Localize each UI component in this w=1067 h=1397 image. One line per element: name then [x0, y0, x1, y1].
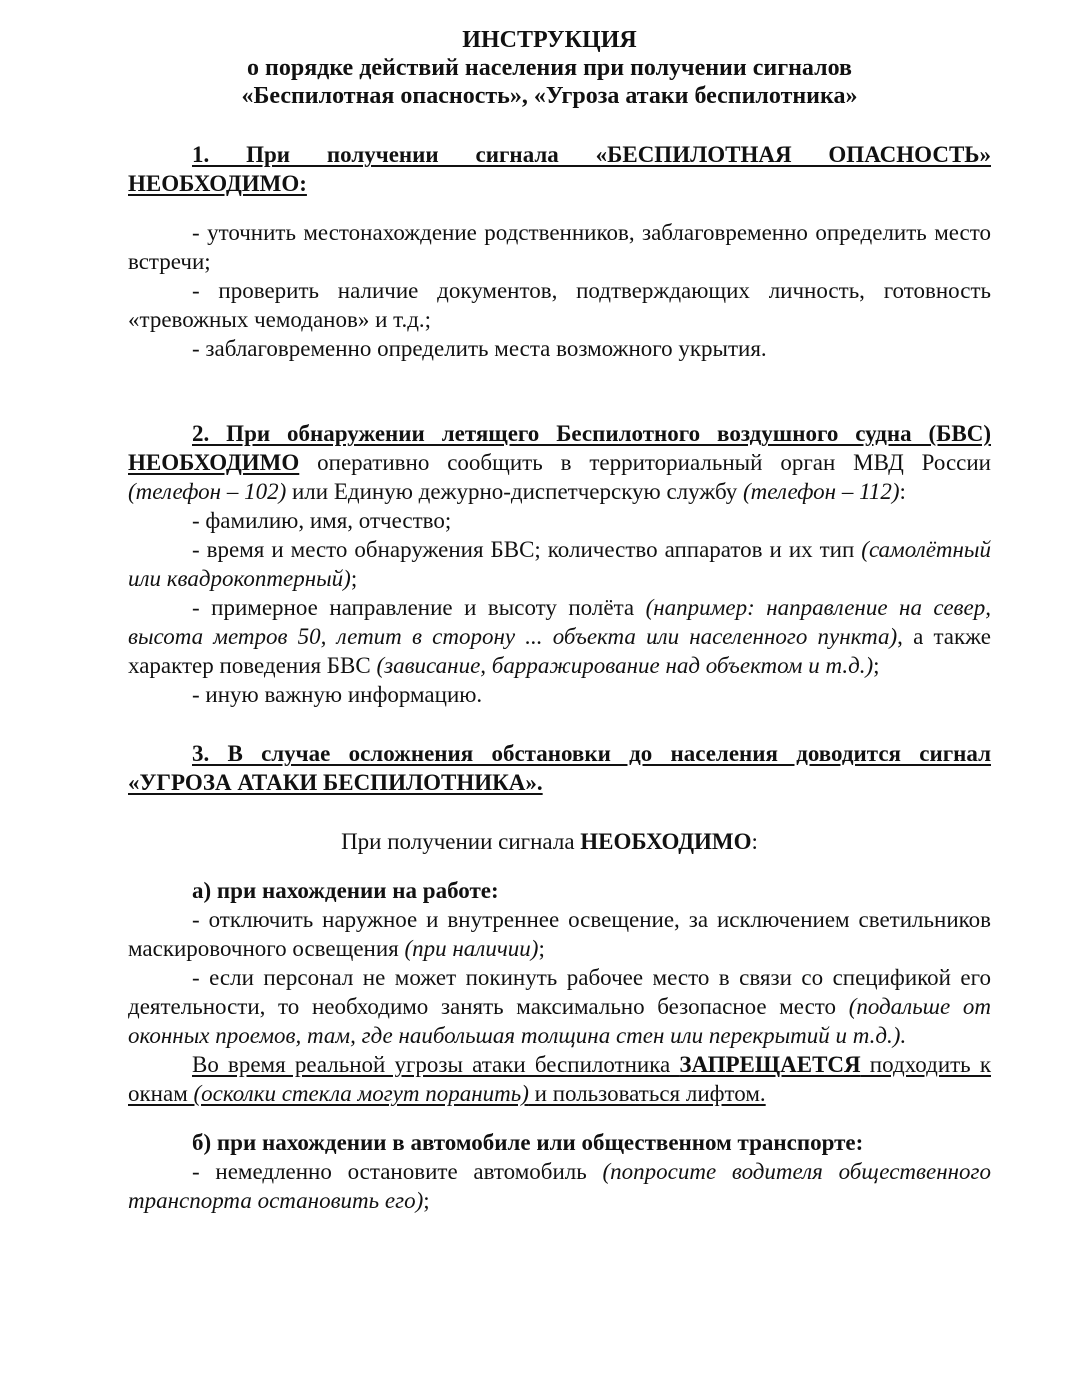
- section-2-heading: 2. При обнаружении летящего Беспилотного воздушного судна (БВС) НЕОБХОДИМО: [128, 421, 991, 475]
- section-1-item-2: - проверить наличие документов, подтверждающих личность, готовность «тревожных чемоданов» и т.д.;: [128, 278, 991, 332]
- phone-102: (телефон – 102): [128, 479, 287, 504]
- warning-end: и пользоваться лифтом.: [528, 1081, 766, 1106]
- item-text: - время и место обнаружения БВС; количество аппаратов и их тип: [192, 537, 862, 562]
- item-end: ;: [538, 936, 545, 961]
- section-1-item-3: - заблаговременно определить места возможного укрытия.: [192, 336, 767, 361]
- doc-title: ИНСТРУКЦИЯ: [462, 27, 637, 53]
- item-italic: (при наличии): [404, 936, 539, 961]
- warning-bold: ЗАПРЕЩАЕТСЯ: [679, 1052, 861, 1077]
- doc-subtitle-1: о порядке действий населения при получении сигналов: [247, 55, 852, 81]
- section-3-heading: 3. В случае осложнения обстановки до населения доводится сигнал «УГРОЗА АТАКИ БЕСПИЛОТНИКА».: [128, 741, 991, 795]
- section-2-paragraph: [128, 419, 991, 506]
- section-2-item-1: - фамилию, имя, отчество;: [192, 508, 452, 533]
- item-text: - если персонал не может покинуть рабочее место в связи со спецификой его деятельности, то необходимо занять максимально безопасное место: [128, 965, 991, 1019]
- subsection-a-item-2: [128, 963, 991, 1050]
- subsection-a-item-1: [128, 905, 991, 963]
- intro-bold: НЕОБХОДИМО: [580, 829, 752, 854]
- warning-text: Во время реальной угрозы атаки беспилотника: [192, 1052, 680, 1077]
- item-mid: , а также характер поведения БВС: [128, 624, 991, 678]
- warning-text-2: подходить к окнам: [128, 1052, 991, 1106]
- doc-subtitle-2: «Беспилотная опасность», «Угроза атаки беспилотника»: [241, 83, 858, 109]
- item-text: - отключить наружное и внутреннее освещение, за исключением светильников маскировочного освещения: [128, 907, 991, 961]
- item-text: - примерное направление и высоту полёта: [192, 595, 646, 620]
- phone-112: (телефон – 112): [743, 479, 900, 504]
- item-italic-2: (зависание, барражирование над объектом и т.д.): [376, 653, 874, 678]
- item-end: ;: [873, 653, 880, 678]
- item-italic: (например: направление на север, высота метров 50, летит в сторону ... объекта или населенного пункта): [128, 595, 991, 649]
- subsection-a-heading: а) при нахождении на работе:: [192, 878, 499, 903]
- intro-text: При получении сигнала: [341, 829, 581, 854]
- section-2-text-3: :: [899, 479, 906, 504]
- warning-paragraph: [128, 1050, 991, 1108]
- item-italic: (попросите водителя общественного транспорта остановить его): [128, 1159, 991, 1213]
- section-3-intro: [108, 827, 991, 856]
- item-end: ;: [423, 1188, 430, 1213]
- warning-italic: (осколки стекла могут поранить): [193, 1081, 529, 1106]
- item-italic: (подальше от оконных проемов, там, где наибольшая толщина стен или перекрытий и т.д.).: [128, 994, 991, 1048]
- section-2-item-3: [128, 593, 991, 680]
- item-italic: (самолётный или квадрокоптерный): [128, 537, 991, 591]
- item-text: - немедленно остановите автомобиль: [192, 1159, 603, 1184]
- section-2-text-1: оперативно сообщить в территориальный орган МВД России: [299, 450, 991, 475]
- subsection-b-item-1: [128, 1157, 991, 1215]
- item-end: ;: [350, 566, 358, 591]
- section-2-item-2: [128, 535, 991, 593]
- section-1-heading: 1. При получении сигнала «БЕСПИЛОТНАЯ ОПАСНОСТЬ» НЕОБХОДИМО:: [128, 142, 991, 196]
- subsection-b-heading: б) при нахождении в автомобиле или общественном транспорте:: [192, 1130, 864, 1155]
- intro-end: :: [751, 829, 758, 854]
- section-2-text-2: или Единую дежурно-диспетчерскую службу: [286, 479, 744, 504]
- section-2-item-4: - иную важную информацию.: [192, 682, 483, 707]
- section-1-item-1: - уточнить местонахождение родственников, заблаговременно определить место встречи;: [128, 220, 991, 274]
